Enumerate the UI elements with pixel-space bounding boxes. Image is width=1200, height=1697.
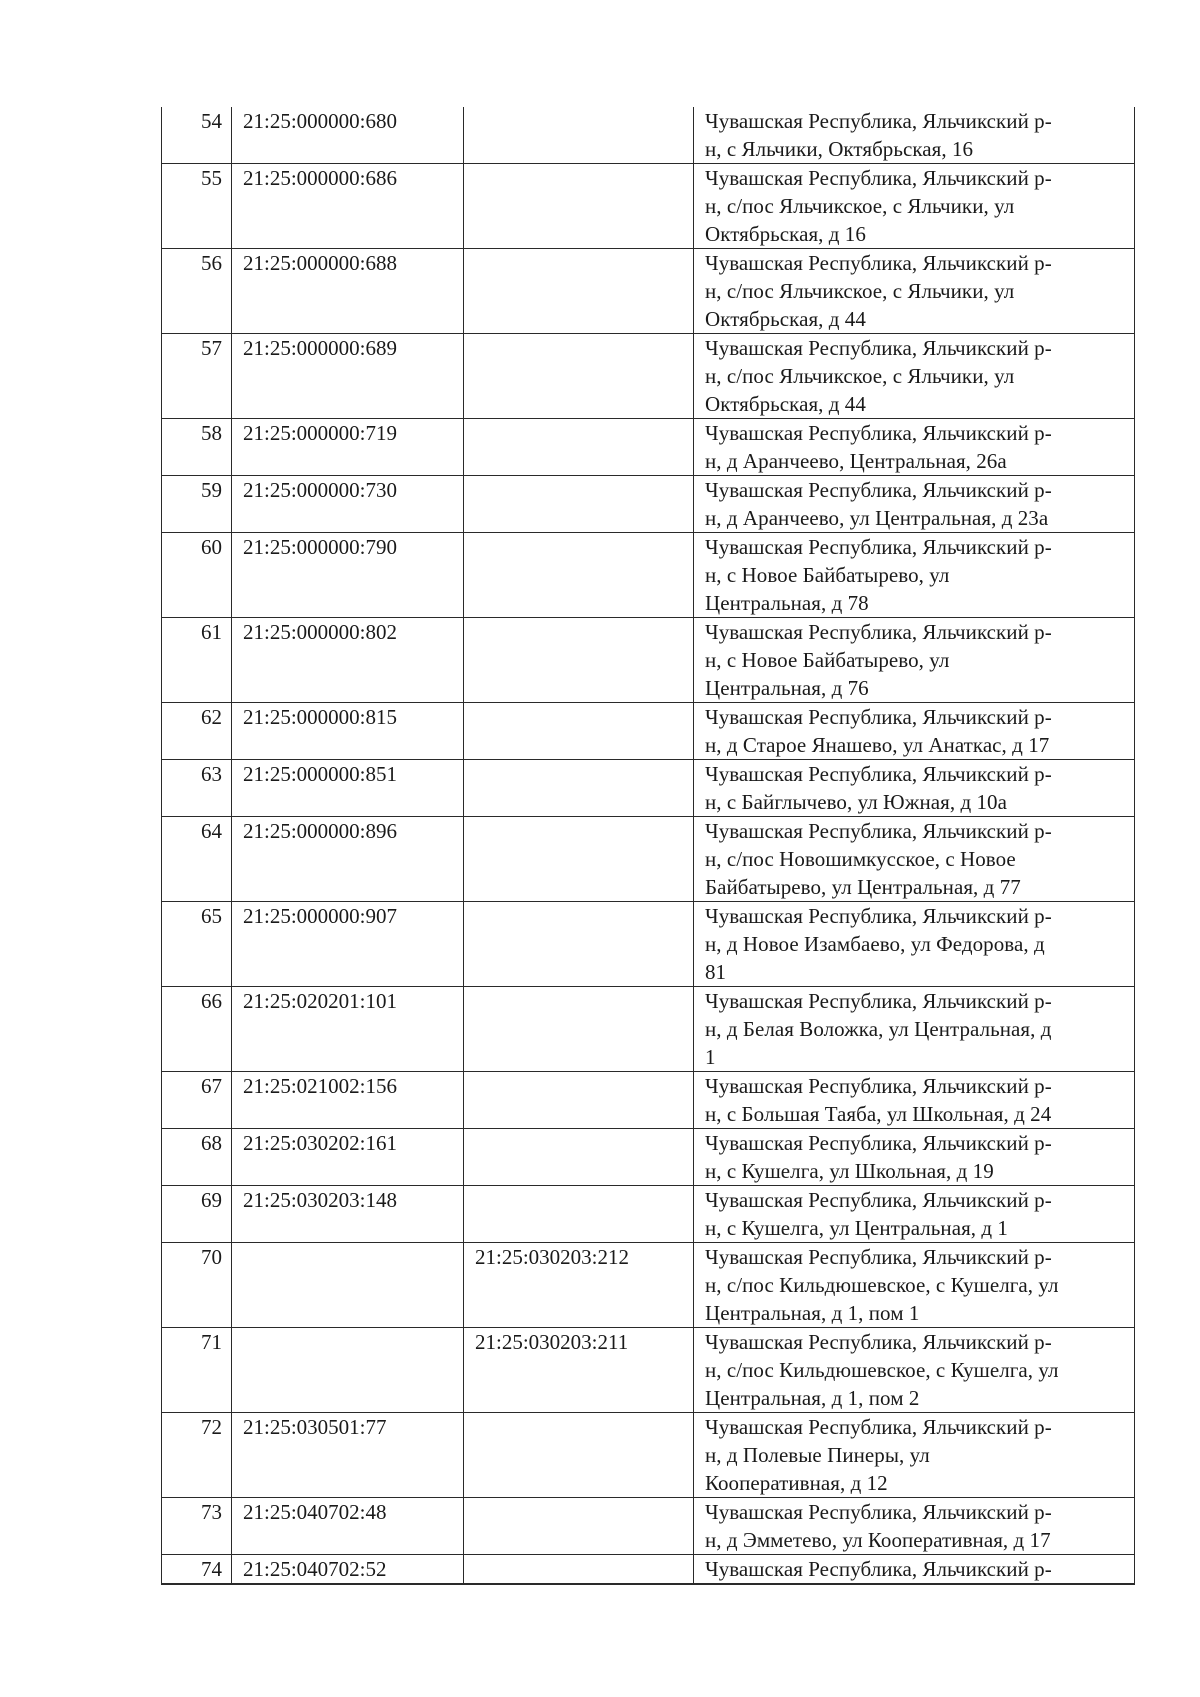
address-cell: [694, 107, 1135, 164]
address-line: н, д Старое Янашево, ул Анаткас, д 17: [705, 733, 1050, 757]
table-row: [162, 107, 1135, 164]
premises-number-cell: [464, 987, 694, 1072]
table-row: [162, 1072, 1135, 1129]
address-line: Чувашская Республика, Яльчикский р-: [705, 819, 1052, 843]
address-line: н, д Белая Воложка, ул Центральная, д: [705, 1017, 1052, 1041]
cadastral-number-cell: 21:25:000000:896: [232, 817, 464, 902]
table-row: [162, 1555, 1135, 1585]
table-row: [162, 703, 1135, 760]
address-line: Чувашская Республика, Яльчикский р-: [705, 762, 1052, 786]
premises-number-cell: [464, 164, 694, 249]
address-line: Октябрьская, д 44: [705, 392, 866, 416]
address-line: н, с/пос Кильдюшевское, с Кушелга, ул: [705, 1273, 1059, 1297]
address-cell: [694, 533, 1135, 618]
premises-number-cell: 21:25:030203:211: [464, 1328, 694, 1413]
table-row: [162, 1129, 1135, 1186]
address-line: н, с/пос Яльчикское, с Яльчики, ул: [705, 279, 1015, 303]
cadastral-number-cell: 21:25:000000:815: [232, 703, 464, 760]
address-cell: [694, 1328, 1135, 1413]
premises-number-cell: [464, 1129, 694, 1186]
cadastral-number-cell: 21:25:040702:48: [232, 1498, 464, 1555]
row-number-cell: 73: [162, 1498, 232, 1555]
address-line: н, д Новое Изамбаево, ул Федорова, д: [705, 932, 1045, 956]
address-cell: [694, 987, 1135, 1072]
table-row: [162, 164, 1135, 249]
address-cell: [694, 334, 1135, 419]
address-line: Чувашская Республика, Яльчикский р-: [705, 251, 1052, 275]
row-number-cell: 72: [162, 1413, 232, 1498]
table-row: [162, 1243, 1135, 1328]
cadastral-number-cell: 21:25:000000:680: [232, 107, 464, 164]
address-line: Чувашская Республика, Яльчикский р-: [705, 166, 1052, 190]
table-row: [162, 1186, 1135, 1243]
premises-number-cell: [464, 1555, 694, 1585]
table-row: [162, 618, 1135, 703]
address-line: 1: [705, 1045, 716, 1069]
property-registry-table: [161, 107, 1135, 1585]
address-line: Чувашская Республика, Яльчикский р-: [705, 1330, 1052, 1354]
address-cell: [694, 419, 1135, 476]
row-number-cell: 55: [162, 164, 232, 249]
premises-number-cell: [464, 1186, 694, 1243]
address-cell: [694, 618, 1135, 703]
address-line: н, с Новое Байбатырево, ул: [705, 648, 950, 672]
cadastral-number-cell: 21:25:000000:719: [232, 419, 464, 476]
cadastral-number-cell: 21:25:000000:688: [232, 249, 464, 334]
row-number-cell: 56: [162, 249, 232, 334]
address-line: Центральная, д 76: [705, 676, 869, 700]
cadastral-number-cell: 21:25:040702:52: [232, 1555, 464, 1585]
address-line: н, д Аранчеево, Центральная, 26а: [705, 449, 1007, 473]
table-row: [162, 249, 1135, 334]
table-row: [162, 760, 1135, 817]
address-line: Октябрьская, д 44: [705, 307, 866, 331]
table-row: [162, 987, 1135, 1072]
row-number-cell: 69: [162, 1186, 232, 1243]
row-number-cell: 58: [162, 419, 232, 476]
cadastral-number-cell: 21:25:021002:156: [232, 1072, 464, 1129]
row-number-cell: 67: [162, 1072, 232, 1129]
premises-number-cell: [464, 817, 694, 902]
cadastral-number-cell: 21:25:000000:689: [232, 334, 464, 419]
row-number-cell: 60: [162, 533, 232, 618]
premises-number-cell: [464, 703, 694, 760]
premises-number-cell: [464, 618, 694, 703]
address-line: Чувашская Республика, Яльчикский р-: [705, 1415, 1052, 1439]
cadastral-number-cell: 21:25:030501:77: [232, 1413, 464, 1498]
cadastral-number-cell: 21:25:030202:161: [232, 1129, 464, 1186]
premises-number-cell: [464, 107, 694, 164]
address-line: Октябрьская, д 16: [705, 222, 866, 246]
premises-number-cell: [464, 476, 694, 533]
address-line: н, д Полевые Пинеры, ул: [705, 1443, 930, 1467]
address-line: н, с/пос Кильдюшевское, с Кушелга, ул: [705, 1358, 1059, 1382]
address-line: Чувашская Республика, Яльчикский р-: [705, 1188, 1052, 1212]
address-line: Чувашская Республика, Яльчикский р-: [705, 1557, 1052, 1581]
address-cell: [694, 1243, 1135, 1328]
table-row: [162, 902, 1135, 987]
cadastral-number-cell: [232, 1328, 464, 1413]
cadastral-number-cell: 21:25:000000:851: [232, 760, 464, 817]
row-number-cell: 68: [162, 1129, 232, 1186]
address-line: Центральная, д 1, пом 2: [705, 1386, 920, 1410]
table-row: [162, 1498, 1135, 1555]
table-row: [162, 419, 1135, 476]
address-line: н, с Кушелга, ул Центральная, д 1: [705, 1216, 1008, 1240]
address-cell: [694, 1498, 1135, 1555]
premises-number-cell: [464, 533, 694, 618]
address-line: Чувашская Республика, Яльчикский р-: [705, 1131, 1052, 1155]
address-line: Чувашская Республика, Яльчикский р-: [705, 1074, 1052, 1098]
premises-number-cell: [464, 249, 694, 334]
row-number-cell: 64: [162, 817, 232, 902]
address-line: н, с Яльчики, Октябрьская, 16: [705, 137, 974, 161]
cadastral-number-cell: [232, 1243, 464, 1328]
address-line: Центральная, д 1, пом 1: [705, 1301, 920, 1325]
row-number-cell: 54: [162, 107, 232, 164]
address-cell: [694, 1186, 1135, 1243]
row-number-cell: 57: [162, 334, 232, 419]
address-line: н, с Большая Таяба, ул Школьная, д 24: [705, 1102, 1052, 1126]
premises-number-cell: [464, 334, 694, 419]
table-row: [162, 533, 1135, 618]
table-row: [162, 1413, 1135, 1498]
row-number-cell: 66: [162, 987, 232, 1072]
address-line: н, с/пос Яльчикское, с Яльчики, ул: [705, 364, 1015, 388]
address-line: Чувашская Республика, Яльчикский р-: [705, 421, 1052, 445]
premises-number-cell: [464, 1498, 694, 1555]
address-line: Чувашская Республика, Яльчикский р-: [705, 989, 1052, 1013]
table-row: [162, 476, 1135, 533]
address-line: н, с Байглычево, ул Южная, д 10а: [705, 790, 1007, 814]
premises-number-cell: 21:25:030203:212: [464, 1243, 694, 1328]
address-line: Чувашская Республика, Яльчикский р-: [705, 535, 1052, 559]
address-cell: [694, 902, 1135, 987]
cadastral-number-cell: 21:25:000000:686: [232, 164, 464, 249]
address-line: н, с Кушелга, ул Школьная, д 19: [705, 1159, 994, 1183]
address-cell: [694, 1129, 1135, 1186]
address-line: н, д Эмметево, ул Кооперативная, д 17: [705, 1528, 1051, 1552]
table-row: [162, 1328, 1135, 1413]
address-line: н, с Новое Байбатырево, ул: [705, 563, 950, 587]
row-number-cell: 61: [162, 618, 232, 703]
address-line: Чувашская Республика, Яльчикский р-: [705, 478, 1052, 502]
address-cell: [694, 164, 1135, 249]
address-cell: [694, 1555, 1135, 1585]
table-row: [162, 817, 1135, 902]
address-cell: [694, 817, 1135, 902]
row-number-cell: 62: [162, 703, 232, 760]
address-line: Байбатырево, ул Центральная, д 77: [705, 875, 1021, 899]
cadastral-number-cell: 21:25:020201:101: [232, 987, 464, 1072]
cadastral-number-cell: 21:25:000000:790: [232, 533, 464, 618]
cadastral-number-cell: 21:25:030203:148: [232, 1186, 464, 1243]
premises-number-cell: [464, 419, 694, 476]
row-number-cell: 65: [162, 902, 232, 987]
premises-number-cell: [464, 760, 694, 817]
cadastral-number-cell: 21:25:000000:907: [232, 902, 464, 987]
address-cell: [694, 760, 1135, 817]
address-cell: [694, 1413, 1135, 1498]
address-line: Чувашская Республика, Яльчикский р-: [705, 705, 1052, 729]
address-line: Чувашская Республика, Яльчикский р-: [705, 1245, 1052, 1269]
cadastral-number-cell: 21:25:000000:730: [232, 476, 464, 533]
row-number-cell: 59: [162, 476, 232, 533]
table-row: [162, 334, 1135, 419]
row-number-cell: 63: [162, 760, 232, 817]
address-line: Кооперативная, д 12: [705, 1471, 888, 1495]
address-cell: [694, 1072, 1135, 1129]
address-line: Центральная, д 78: [705, 591, 869, 615]
address-line: Чувашская Республика, Яльчикский р-: [705, 336, 1052, 360]
address-line: н, д Аранчеево, ул Центральная, д 23а: [705, 506, 1049, 530]
row-number-cell: 70: [162, 1243, 232, 1328]
address-line: 81: [705, 960, 727, 984]
address-line: Чувашская Республика, Яльчикский р-: [705, 620, 1052, 644]
address-line: Чувашская Республика, Яльчикский р-: [705, 1500, 1052, 1524]
address-line: н, с/пос Новошимкусское, с Новое: [705, 847, 1016, 871]
row-number-cell: 74: [162, 1555, 232, 1585]
address-cell: [694, 249, 1135, 334]
address-cell: [694, 703, 1135, 760]
cadastral-number-cell: 21:25:000000:802: [232, 618, 464, 703]
address-line: н, с/пос Яльчикское, с Яльчики, ул: [705, 194, 1015, 218]
address-cell: [694, 476, 1135, 533]
address-line: Чувашская Республика, Яльчикский р-: [705, 109, 1052, 133]
premises-number-cell: [464, 1072, 694, 1129]
premises-number-cell: [464, 902, 694, 987]
address-line: Чувашская Республика, Яльчикский р-: [705, 904, 1052, 928]
registry-table-body: [162, 107, 1135, 1584]
row-number-cell: 71: [162, 1328, 232, 1413]
premises-number-cell: [464, 1413, 694, 1498]
